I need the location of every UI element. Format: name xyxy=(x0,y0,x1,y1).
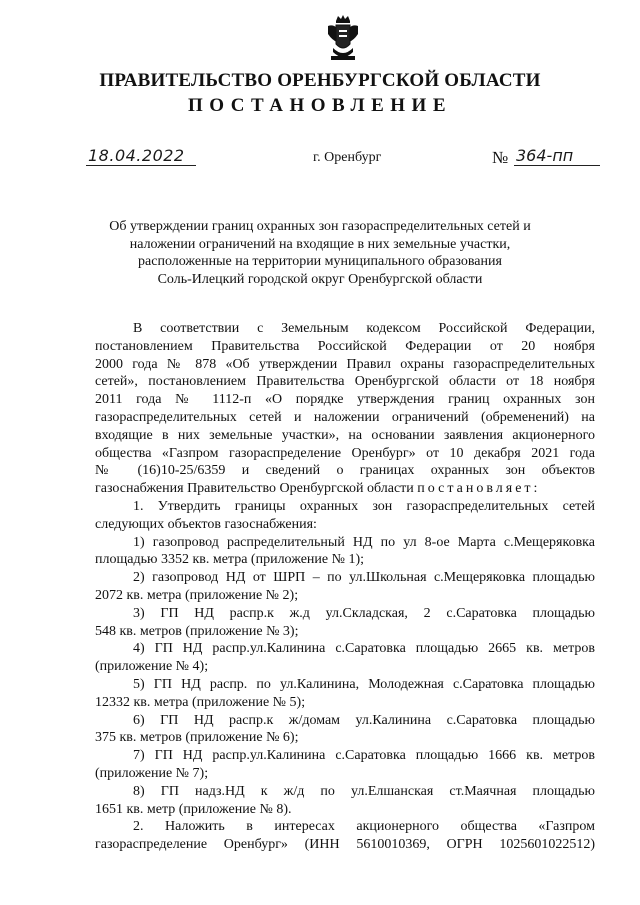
subitem-line: 8) ГП надз.НД к ж/д по ул.Елшанская ст.Маячная площадью xyxy=(133,783,595,799)
preamble-line: газораспределительных сетей и наложении ограничений (обременений) на xyxy=(95,409,595,425)
subitem-line: 12332 кв. метра (приложение № 5); xyxy=(95,694,306,710)
preamble-line: постановлением Правительства Российской Федерации от 20 ноября xyxy=(95,338,595,354)
resolves-word: постановляет: xyxy=(417,481,541,497)
subitem-line: 7) ГП НД распр.ул.Калинина с.Саратовка площадью 1666 кв. метров xyxy=(133,748,595,764)
subitem-line: (приложение № 7); xyxy=(95,765,209,781)
item2-line: 2. Наложить в интересах акционерного общества «Газпром xyxy=(133,819,595,835)
subitem-line: площадью 3352 кв. метра (приложение № 1); xyxy=(95,552,365,568)
subject-line: расположенные на территории муниципального образования xyxy=(138,254,502,269)
preamble-line: газоснабжения Правительство Оренбургской области xyxy=(95,481,414,497)
preamble-line: В соответствии с Земельным кодексом Российской Федерации, xyxy=(133,321,595,336)
preamble-line: 2000 года № 878 «Об утверждении Правил охраны газораспределительных xyxy=(95,356,595,372)
subitem-line: 2) газопровод НД от ШРП – по ул.Школьная с.Мещеряковка площадью xyxy=(133,570,595,586)
preamble-final-line xyxy=(95,480,595,498)
preamble-line: 2011 года № 1112-п «О порядке утверждения границ охранных зон xyxy=(95,392,595,408)
subitem-line: 4) ГП НД распр.ул.Калинина с.Саратовка площадью 2665 кв. метров xyxy=(133,641,595,657)
document-number-field xyxy=(492,147,602,169)
subitem-line: 3) ГП НД распр.к ж.д ул.Складская, 2 с.Саратовка площадью xyxy=(133,605,595,621)
preamble-line: № (16)10-25/6359 и сведений о границах охранных зон объектов xyxy=(95,463,595,479)
document-body xyxy=(95,320,595,854)
subitem-line: 5) ГП НД распр. по ул.Калинина, Молодежная с.Саратовка площадью xyxy=(133,676,595,692)
coat-of-arms-icon xyxy=(325,14,361,62)
subitem-line: 548 кв. метров (приложение № 3); xyxy=(95,623,299,639)
preamble-line: общества «Газпром газораспределение Оренбург» от 10 декабря 2021 года xyxy=(95,445,595,461)
document-number: 364-пп xyxy=(516,146,574,165)
subitem-line: 6) ГП НД распр.к ж/домам ул.Калинина с.Саратовка площадью xyxy=(133,712,595,728)
document-subject xyxy=(100,218,540,288)
government-title: ПРАВИТЕЛЬСТВО ОРЕНБУРГСКОЙ ОБЛАСТИ xyxy=(99,70,541,91)
number-sign: № xyxy=(492,148,509,167)
item2-line: газораспределение Оренбург» (ИНН 5610010369, ОГРН 1025601022512) xyxy=(95,837,595,853)
date-underline xyxy=(86,165,196,166)
number-underline xyxy=(514,165,600,166)
subitem-line: 1) газопровод распределительный НД по ул 8-ое Марта с.Мещеряковка xyxy=(133,534,595,550)
subitem-line: (приложение № 4); xyxy=(95,659,209,675)
subject-line: Об утверждении границ охранных зон газораспределительных сетей и xyxy=(109,219,531,234)
subitem-line: 375 кв. метров (приложение № 6); xyxy=(95,730,299,746)
document-date: 18.04.2022 xyxy=(88,146,185,165)
subject-line: Соль-Илецкий городской округ Оренбургской области xyxy=(157,271,483,287)
subitem-line: 2072 кв. метра (приложение № 2); xyxy=(95,587,299,603)
subitem-line: 1651 кв. метр (приложение № 8). xyxy=(95,801,292,817)
document-date-field xyxy=(86,148,196,170)
preamble-line: входящие в них земельные участки», на основании заявления акционерного xyxy=(95,427,595,443)
item1-line: 1. Утвердить границы охранных зон газораспределительных сетей xyxy=(133,498,595,514)
document-type: ПОСТАНОВЛЕНИЕ xyxy=(187,95,453,116)
preamble-line: сетей», постановлением Правительства Оренбургской области от 18 ноября xyxy=(95,374,595,390)
document-city: г. Оренбург xyxy=(313,150,382,165)
item1-line: следующих объектов газоснабжения: xyxy=(95,516,317,532)
subject-line: наложении ограничений на входящие в них земельные участки, xyxy=(129,236,511,252)
